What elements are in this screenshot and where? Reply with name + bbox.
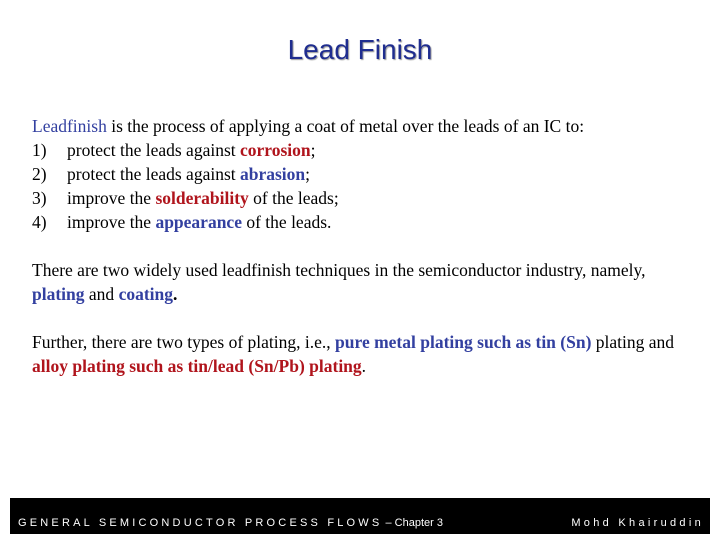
keyword-plating: plating [32, 284, 85, 304]
intro-line [32, 114, 702, 138]
leadfinish-term: Leadfinish [32, 116, 107, 136]
footer-course-title: GENERAL SEMICONDUCTOR PROCESS FLOWS – Chapter 3 [18, 517, 443, 529]
keyword-coating: coating [118, 284, 174, 304]
slide-title: Lead Finish [287, 34, 433, 65]
intro-text: is the process of applying a coat of metal over the leads of an IC to: [106, 116, 585, 136]
list-number: 4) [32, 212, 47, 232]
keyword-alloy-plating: alloy plating such as tin/lead (Sn/Pb) plating [32, 356, 362, 376]
list-item [32, 186, 702, 210]
footer-chapter: – Chapter 3 [382, 517, 443, 529]
list-number: 1) [32, 140, 47, 160]
list-number: 3) [32, 188, 47, 208]
keyword-corrosion: corrosion [240, 140, 311, 160]
keyword-solderability: solderability [155, 188, 249, 208]
list-text: protect the leads against corrosion; [67, 140, 316, 160]
paragraph-techniques: There are two widely used leadfinish techniques in the semiconductor industry, namely, plating and coating. [32, 260, 646, 304]
keyword-abrasion: abrasion [240, 164, 306, 184]
keyword-appearance: appearance [155, 212, 242, 232]
footer-bar [10, 500, 710, 534]
paragraph-plating-types: Further, there are two types of plating, i.e., pure metal plating such as tin (Sn) plating and alloy plating such as tin/lead (Sn/Pb) plating. [32, 332, 675, 376]
list-number: 2) [32, 164, 47, 184]
list-item [32, 210, 702, 234]
list-text: protect the leads against abrasion; [67, 164, 311, 184]
keyword-pure-metal-plating: pure metal plating such as tin (Sn) [335, 332, 592, 352]
slide-body [32, 114, 702, 378]
list-text: improve the appearance of the leads. [67, 212, 332, 232]
list-item [32, 162, 702, 186]
footer-author: Mohd Khairuddin [571, 517, 704, 529]
list-text: improve the solderability of the leads; [67, 188, 339, 208]
list-item [32, 138, 702, 162]
